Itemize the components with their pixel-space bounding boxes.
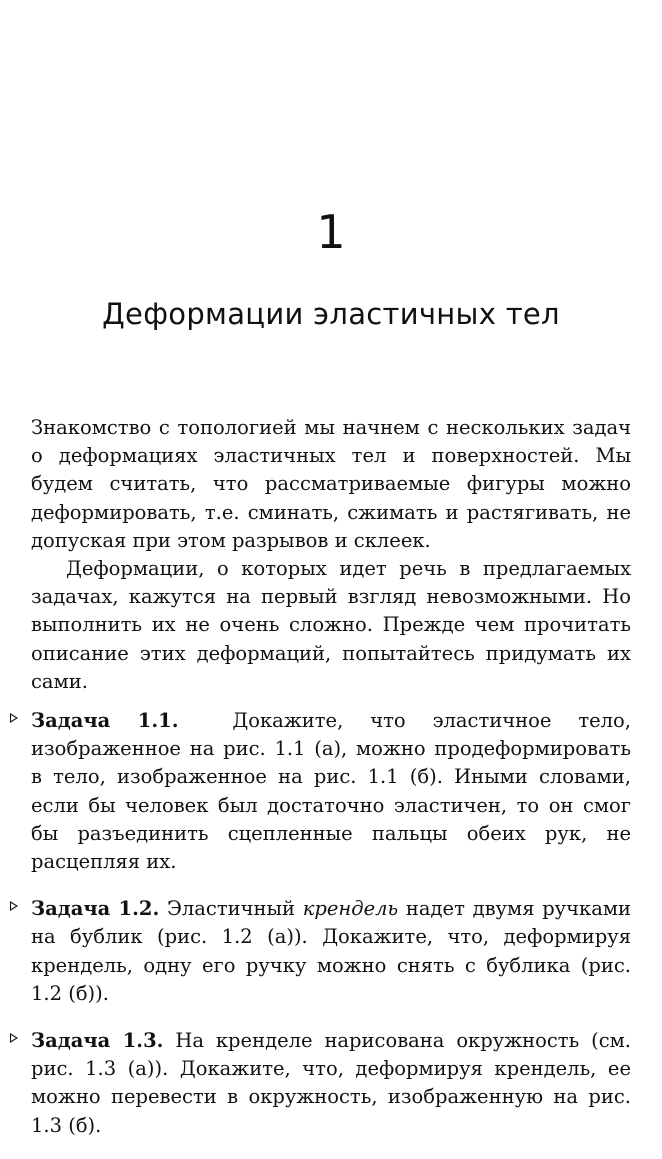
problem-item (31, 707, 631, 876)
triangle-right-outline-icon (10, 1033, 18, 1043)
chapter-number: 1 (316, 205, 346, 259)
problem-text: На кренделе нарисована окружность (см. рис. 1.3 (а)). Докажите, что, деформируя крендель, ее можно перевести в окружность, изображенную на рис. 1.3 (б). (31, 1029, 631, 1137)
intro-paragraph: Знакомство с топологией мы начнем с нескольких задач о деформациях эластичных тел и поверхностей. Мы будем считать, что рассматриваемые фигуры можно деформировать, т.е. сминать, сжимать и растягивать, не допуская при этом разрывов и склеек. (31, 416, 631, 552)
triangle-right-outline-icon (10, 713, 18, 723)
problem-item (31, 1027, 631, 1140)
problem-emphasis: крендель (302, 897, 399, 921)
chapter-title: Деформации эластичных тел (102, 297, 560, 331)
problem-text: Докажите, что эластичное тело, изображенное на рис. 1.1 (а), можно продеформировать в тело, изображенное на рис. 1.1 (б). Иными словами, если бы человек был достаточно эластичен, то он смог бы разъединить сцепленные пальцы обеих рук, не расцепляя их. (31, 709, 631, 874)
intro-paragraph: Деформации, о которых идет речь в предлагаемых задачах, кажутся на первый взгляд невозможными. Но выполнить их не очень сложно. Прежде чем прочитать описание этих деформаций, попытайтесь придумать их сами. (31, 557, 631, 693)
problem-label: Задача 1.3. (31, 1029, 164, 1053)
problem-text: надет двумя ручками на бублик (рис. 1.2 (а)). Докажите, что, деформируя крендель, одну его ручку можно снять с бублика (рис. 1.2 (б)). (31, 897, 632, 1005)
intro-section (31, 414, 631, 696)
problem-label: Задача 1.1. (31, 709, 179, 732)
problem-item (31, 895, 631, 1008)
problem-label: Задача 1.2. (31, 897, 160, 921)
triangle-right-outline-icon (10, 901, 18, 911)
problems-list (31, 707, 631, 1159)
problem-text: Эластичный (166, 897, 296, 921)
